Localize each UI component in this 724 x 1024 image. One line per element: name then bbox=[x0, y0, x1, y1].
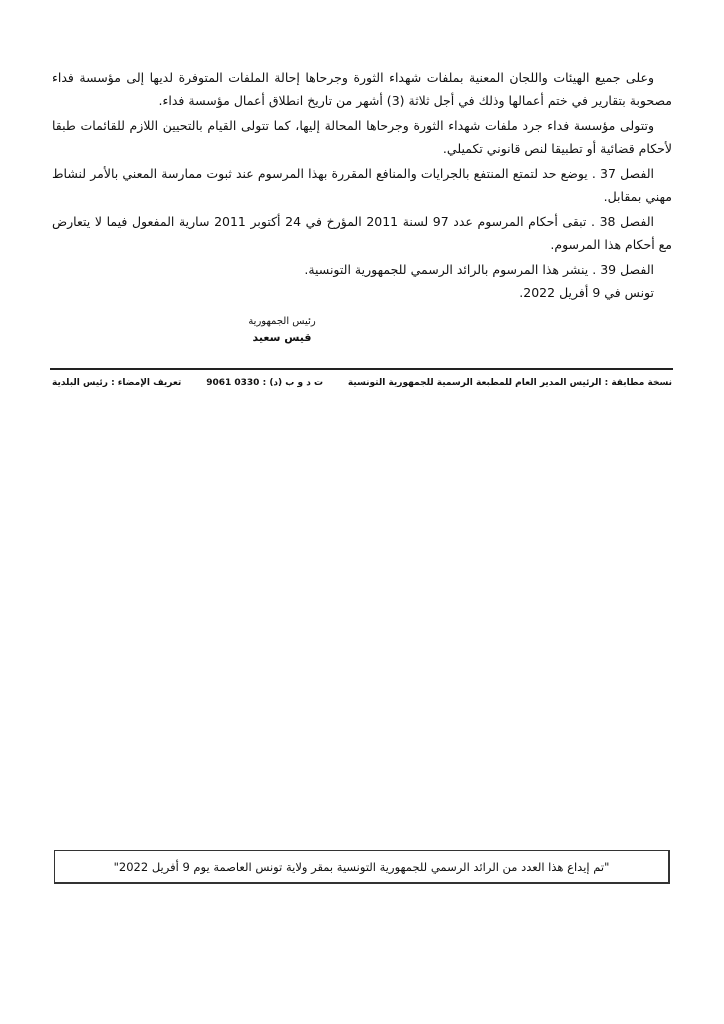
deposit-notice-text: "تم إيداع هذا العدد من الرائد الرسمي للجمهورية التونسية بمقر ولاية تونس العاصمة يوم 9 أفريل 2022" bbox=[113, 859, 610, 874]
date-line: تونس في 9 أفريل 2022. bbox=[519, 285, 654, 300]
article-37 bbox=[52, 162, 672, 208]
footer bbox=[52, 376, 672, 390]
paragraph-inventory-of-files bbox=[52, 114, 672, 160]
paragraph-text: وتتولى مؤسسة فداء جرد ملفات شهداء الثورة وجرحاها المحالة إليها، كما تتولى القيام بالتحيين اللازم للقائمات طبقا لأحكام قضائية أو تطبيقا لنص قانوني تكميلي. bbox=[52, 118, 672, 156]
signature-block bbox=[52, 310, 672, 350]
signature-name: قيس سعيد bbox=[252, 331, 312, 344]
certified-copy-label: نسخة مطابقة : الرئيس المدير العام للمطبعة الرسمية للجمهورية التونسية bbox=[347, 378, 672, 388]
article-39: الفصل 39 . ينشر هذا المرسوم بالرائد الرسمي للجمهورية التونسية. bbox=[304, 262, 654, 277]
footer-divider bbox=[50, 368, 673, 370]
paragraph-text: وعلى جميع الهيئات واللجان المعنية بملفات شهداء الثورة وجرحاها إحالة الملفات المتوفرة لديها إلى مؤسسة فداء مصحوبة بتقارير في ختم أعمالها وذلك في أجل ثلاثة (3) أشهر من تاريخ انطلاق أعمال مؤسسة فداء. bbox=[52, 70, 672, 108]
legal-deposit-number: ت د و ب (د) : 0330 9061 bbox=[206, 378, 323, 388]
signature-verification-label: تعريف الإمضاء : رئيس البلدية bbox=[52, 378, 182, 388]
article-text: الفصل 37 . يوضع حد لتمتع المنتفع بالجرايات والمنافع المقررة بهذا المرسوم عند ثبوت ممارسة المعني بالأمر لنشاط مهني بمقابل. bbox=[52, 166, 672, 204]
deposit-notice-box bbox=[54, 850, 670, 884]
article-text: الفصل 38 . تبقى أحكام المرسوم عدد 97 لسنة 2011 المؤرخ في 24 أكتوبر 2011 سارية المفعول فيما لا يتعارض مع أحكام هذا المرسوم. bbox=[52, 214, 672, 252]
signature-title: رئيس الجمهورية bbox=[248, 316, 316, 327]
paragraph-submission-of-files bbox=[52, 66, 672, 112]
article-38 bbox=[52, 210, 672, 256]
